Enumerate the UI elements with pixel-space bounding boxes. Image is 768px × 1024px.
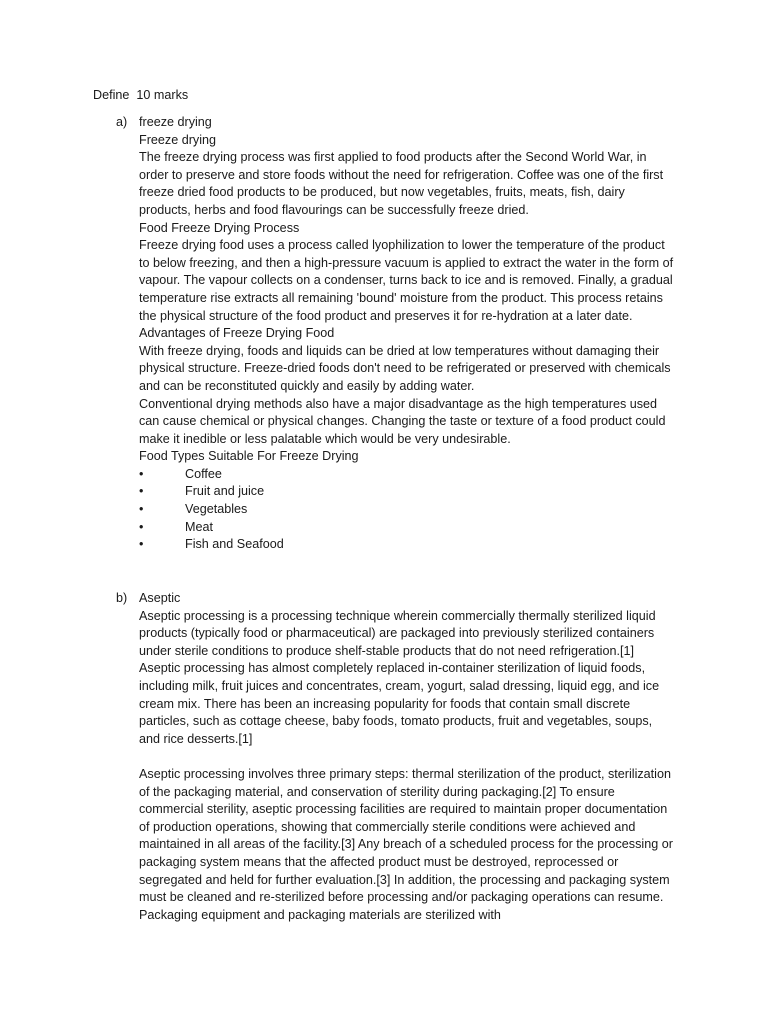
- list-item: [139, 483, 676, 501]
- list-item: [139, 501, 676, 519]
- bullet-icon: •: [139, 484, 144, 499]
- process-heading: Food Freeze Drying Process: [139, 220, 300, 235]
- process-text: Freeze drying food uses a process called lyophilization to lower the temperature of the product to below freezing, and then a high-pressure vacuum is applied to extract the water in the form of vapour. The vapour collects on a condenser, turns back to ice and is removed. Finally, a gradual temperature rise extracts all remaining 'bound' moisture from the product. This process retains the physical structure of the food product and preserves it for re-hydration at a later date.: [139, 238, 674, 323]
- food-type-label: Fish and Seafood: [185, 537, 284, 552]
- section-a-title: freeze drying: [139, 115, 212, 129]
- advantages-heading: Advantages of Freeze Drying Food: [139, 326, 335, 341]
- freeze-drying-intro: The freeze drying process was first applied to food products after the Second World War, in order to preserve and store foods without the need for refrigeration. Coffee was one of the first freeze dried food products to be produced, but now vegetables, fruits, meats, fish, dairy products, herbs and food flavourings can be successfully freeze dried.: [139, 150, 664, 217]
- food-type-label: Meat: [185, 519, 213, 534]
- section-freeze-drying: [116, 114, 676, 554]
- bullet-icon: •: [139, 519, 144, 534]
- advantages-text-2: Conventional drying methods also have a major disadvantage as the high temperatures used can cause chemical or physical changes. Changing the taste or texture of a food product could make it inedible or less palatable which would be very undesirable.: [139, 396, 666, 446]
- list-item: [139, 466, 676, 484]
- bullet-icon: •: [139, 502, 144, 517]
- list-marker-a: a): [116, 115, 128, 129]
- section-a-subtitle: Freeze drying: [139, 132, 216, 147]
- section-b-body: [139, 590, 676, 924]
- bullet-icon: •: [139, 466, 144, 481]
- aseptic-paragraph-2: Aseptic processing involves three primary steps: thermal sterilization of the product, sterilization of the packaging material, and conservation of sterility during packaging.[2] To ensure commercial sterility, aseptic processing facilities are required to maintain proper documentation of production operations, showing that commercially sterile conditions were achieved and maintained in all areas of the facility.[3] Any breach of a scheduled process for the processing or packaging system means that the affected product must be destroyed, reprocessed or segregated and held for further evaluation.[3] In addition, the processing and packaging system must be cleaned and re-sterilized before processing and/or packaging operations can resume. Packaging equipment and packaging materials are sterilized with: [139, 766, 673, 922]
- food-types-list: [139, 466, 676, 554]
- section-b-title: Aseptic: [139, 591, 181, 605]
- list-item: [139, 519, 676, 537]
- food-type-label: Fruit and juice: [185, 484, 265, 499]
- advantages-text-1: With freeze drying, foods and liquids can be dried at low temperatures without damaging their physical structure. Freeze-dried foods don't need to be refrigerated or preserved with chemicals and can be reconstituted quickly and easily by adding water.: [139, 343, 671, 393]
- bullet-icon: •: [139, 537, 144, 552]
- food-types-heading: Food Types Suitable For Freeze Drying: [139, 449, 359, 464]
- list-marker-b: b): [116, 591, 128, 605]
- aseptic-paragraph-1: Aseptic processing is a processing technique wherein commercially thermally sterilized liquid products (typically food or pharmaceutical) are packaged into previously sterilized containers under sterile conditions to produce shelf-stable products that do not need refrigeration.[1] Aseptic processing has almost completely replaced in-container sterilization of liquid foods, including milk, fruit juices and concentrates, cream, yogurt, salad dressing, liquid egg, and ice cream mix. There has been an increasing popularity for foods that contain small discrete particles, such as cottage cheese, baby foods, tomato products, fruit and vegetables, soups, and rice desserts.[1]: [139, 608, 660, 746]
- food-type-label: Vegetables: [185, 502, 248, 517]
- section-a-body: [139, 114, 676, 554]
- paragraph-spacer: [139, 748, 676, 766]
- food-type-label: Coffee: [185, 466, 222, 481]
- section-aseptic: [116, 590, 676, 924]
- list-item: [139, 536, 676, 554]
- document-heading: Define 10 marks: [93, 88, 189, 102]
